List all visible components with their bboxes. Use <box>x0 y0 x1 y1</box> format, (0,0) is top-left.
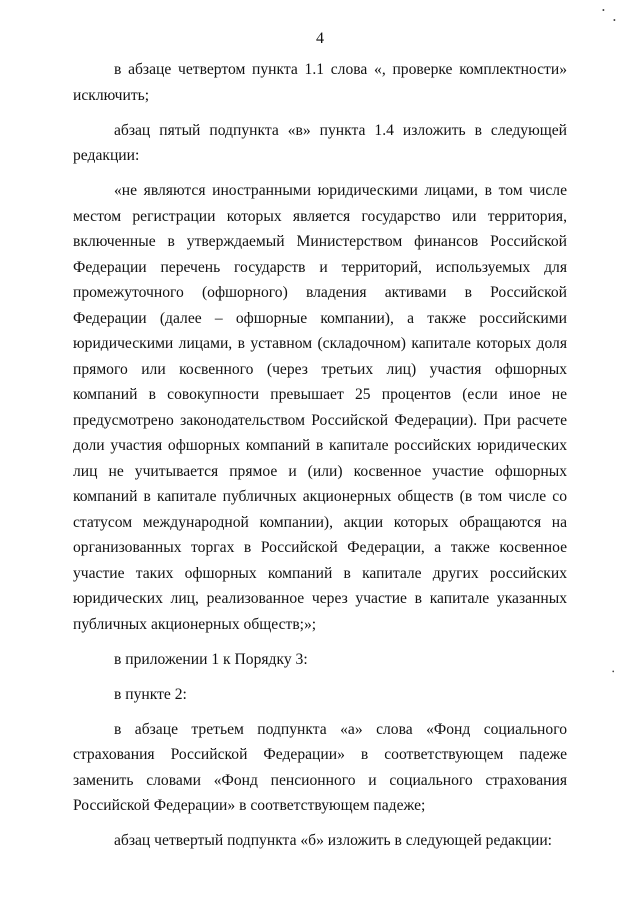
paragraph-amend-1-1: в абзаце четвертом пункта 1.1 слова «, проверке комплектности» исключить; <box>73 61 567 104</box>
paragraph-gap <box>73 707 567 717</box>
scan-mark: • <box>612 668 615 676</box>
scan-mark: • <box>602 6 605 15</box>
paragraph-gap <box>73 672 567 682</box>
paragraph-gap <box>73 819 567 829</box>
page-number: 4 <box>316 30 324 47</box>
paragraph-gap <box>73 169 567 179</box>
paragraph-subclause-b: абзац четвертый подпункта «б» изложить в следующей редакции: <box>114 832 552 849</box>
paragraph-offshore-definition: «не являются иностранными юридическими лицами, в том числе местом регистрации которых является государство или территория, включенные в утверждаемый Министерством финансов Российской Федерации перечень государств и территорий, используемых для промежуточного (офшорного) владения активами в Российской Федерации (далее – офшорные компании), а также российскими юридическими лицами, в уставном (складочном) капитале которых доля прямого или косвенного (через третьих лиц) участия офшорных компаний в совокупности превышает 25 процентов (если иное не предусмотрено законодательством Российской Федерации). При расчете доли участия офшорных компаний в капитале российских юридических лиц не учитывается прямое и (или) косвенное участие офшорных компаний в капитале публичных акционерных обществ (в том числе со статусом международной компании), акции которых обращаются на организованных торгах в Российской Федерации, а также косвенное участие таких офшорных компаний в капитале других российских юридических лиц, реализованное через участие в капитале указанных публичных акционерных обществ;»; <box>73 182 567 633</box>
paragraph-fund-rename: в абзаце третьем подпункта «а» слова «Фонд социального страхования Российской Федерации» в соответствующем падеже заменить словами «Фонд пенсионного и социального страхования Российской Федерации» в соответствующем падеже; <box>73 720 567 814</box>
document-body <box>73 57 567 854</box>
paragraph-gap <box>73 108 567 118</box>
paragraph-appendix-1: в приложении 1 к Порядку 3: <box>114 650 308 668</box>
paragraph-amend-1-4: абзац пятый подпункта «в» пункта 1.4 изложить в следующей редакции: <box>73 121 567 164</box>
paragraph-gap <box>73 637 567 647</box>
paragraph-clause-2: в пункте 2: <box>114 685 187 703</box>
scan-mark: • <box>613 16 616 25</box>
